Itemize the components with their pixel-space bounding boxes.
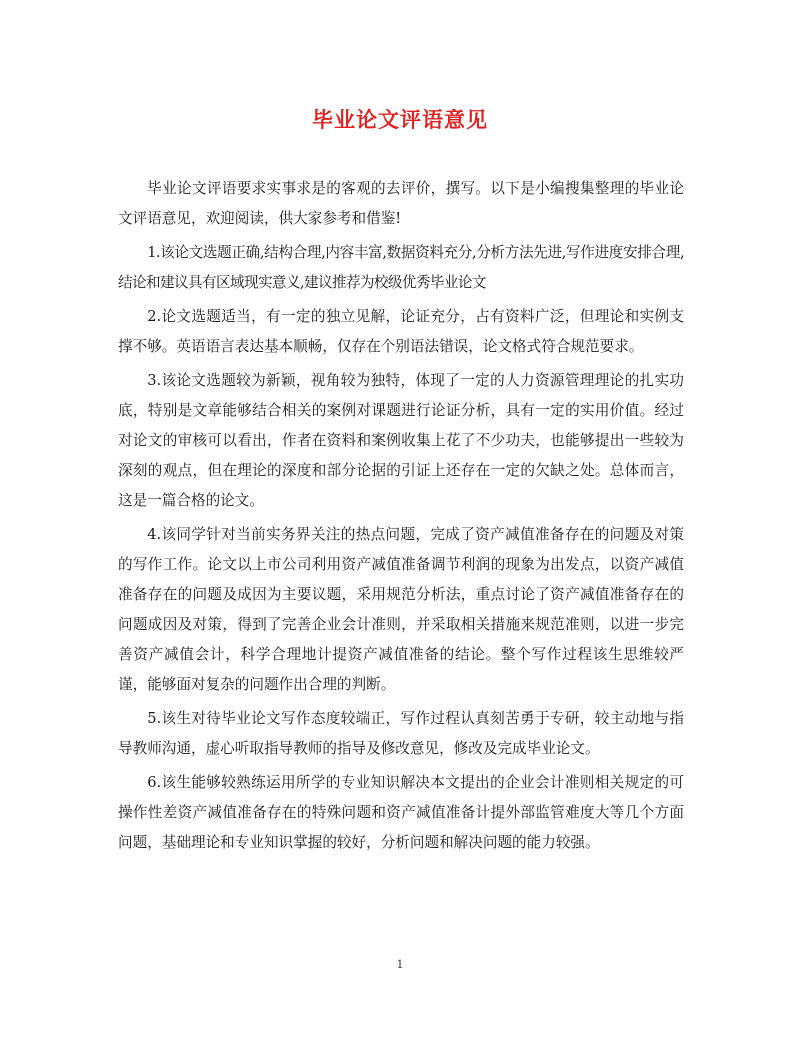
comment-paragraph-2: 2.论文选题适当，有一定的独立见解，论证充分，占有资料广泛，但理论和实例支撑不够。英语语言表达基本顺畅，仅存在个别语法错误，论文格式符合规范要求。 [118, 308, 684, 355]
page-number: 1 [396, 958, 404, 971]
comment-paragraph-3: 3.该论文选题较为新颖，视角较为独特，体现了一定的人力资源管理理论的扎实功底，特别是文章能够结合相关的案例对课题进行论证分析，具有一定的实用价值。经过对论文的审核可以看出，作者在资料和案例收集上花了不少功夫，也能够提出一些较为深刻的观点，但在理论的深度和部分论据的引证上还存在一定的欠缺之处。总体而言，这是一篇合格的论文。 [118, 372, 684, 509]
comment-paragraph-1: 1.该论文选题正确,结构合理,内容丰富,数据资料充分,分析方法先进,写作进度安排合理,结论和建议具有区域现实意义,建议推荐为校级优秀毕业论文 [118, 244, 684, 291]
intro-paragraph: 毕业论文评语要求实事求是的客观的去评价，撰写。以下是小编搜集整理的毕业论文评语意见，欢迎阅读，供大家参考和借鉴! [118, 180, 684, 227]
document-body [118, 174, 684, 862]
comment-paragraph-4: 4.该同学针对当前实务界关注的热点问题，完成了资产减值准备存在的问题及对策的写作工作。论文以上市公司利用资产减值准备调节利润的现象为出发点，以资产减值准备存在的问题及成因为主要议题，采用规范分析法，重点讨论了资产减值准备存在的问题成因及对策，得到了完善企业会计准则，并采取相关措施来规范准则，以进一步完善资产减值会计，科学合理地计提资产减值准备的结论。整个写作过程该生思维较严谨，能够面对复杂的问题作出合理的判断。 [118, 526, 684, 693]
comment-paragraph-6: 6.该生能够较熟练运用所学的专业知识解决本文提出的企业会计准则相关规定的可操作性差资产减值准备存在的特殊问题和资产减值准备计提外部监管难度大等几个方面问题，基础理论和专业知识掌握的较好，分析问题和解决问题的能力较强。 [118, 774, 684, 851]
comment-paragraph-5: 5.该生对待毕业论文写作态度较端正，写作过程认真刻苦勇于专研，较主动地与指导教师沟通，虚心听取指导教师的指导及修改意见，修改及完成毕业论文。 [118, 710, 684, 757]
document-title: 毕业论文评语意见 [312, 107, 488, 132]
